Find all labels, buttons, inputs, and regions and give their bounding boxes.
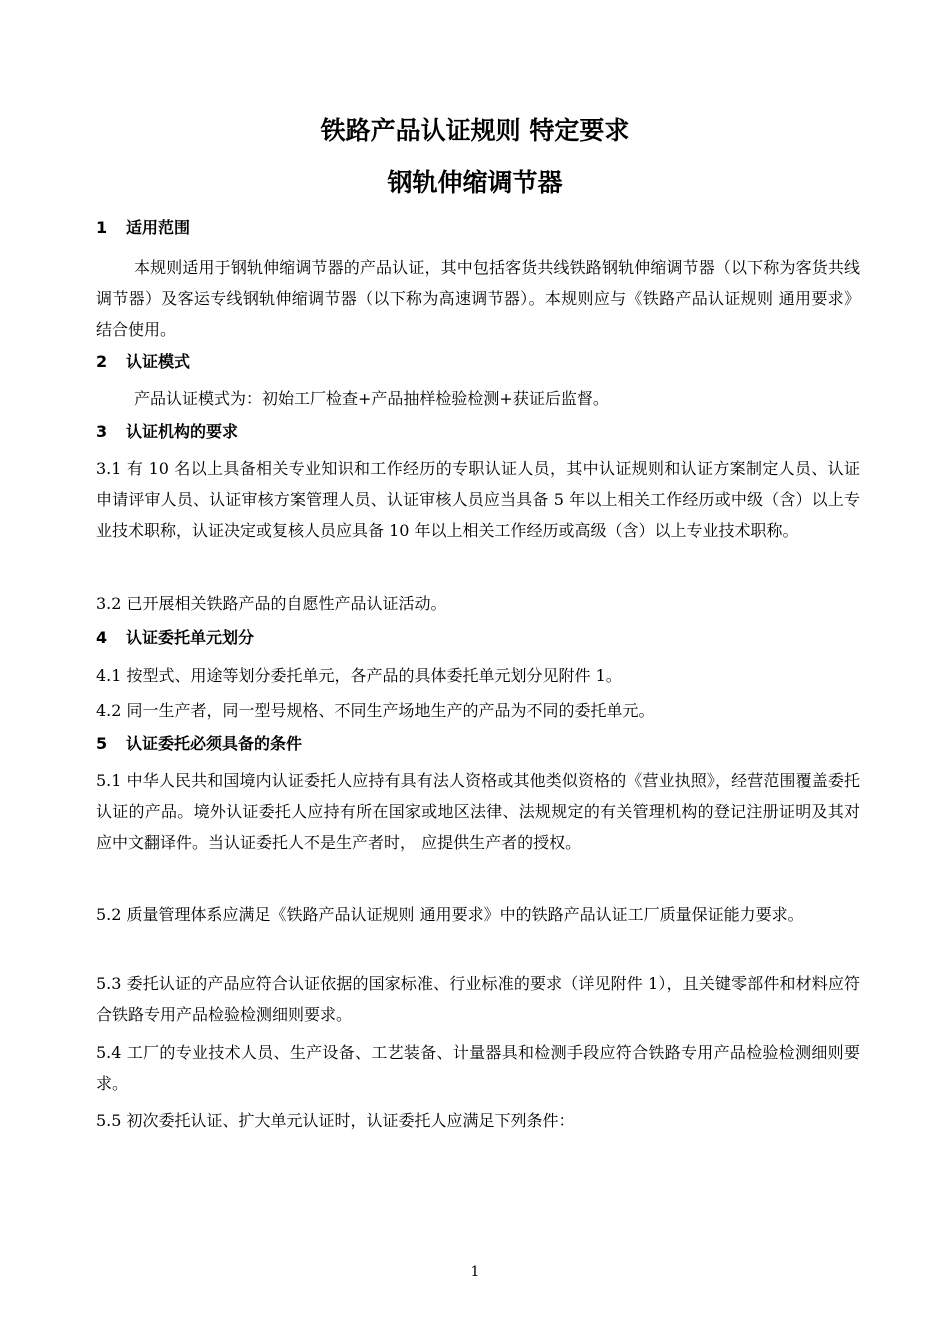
section-heading-3 xyxy=(96,420,238,444)
section-heading-2 xyxy=(96,350,190,374)
section-heading-4 xyxy=(96,626,254,650)
section-heading-5 xyxy=(96,732,302,756)
document-subtitle: 钢轨伸缩调节器 xyxy=(387,168,563,197)
section-number: 5 xyxy=(96,734,108,753)
section-title: 认证模式 xyxy=(126,352,191,371)
document-title: 铁路产品认证规则 特定要求 xyxy=(320,116,630,145)
clause-5-4: 5.4 工厂的专业技术人员、生产设备、工艺装备、计量器具和检测手段应符合铁路专用产品检验检测细则要求。 xyxy=(96,1043,860,1093)
section-title: 认证机构的要求 xyxy=(126,422,239,441)
section-number: 3 xyxy=(96,422,108,441)
section-number: 1 xyxy=(96,218,108,237)
clause-5-5: 5.5 初次委托认证、扩大单元认证时，认证委托人应满足下列条件： xyxy=(96,1111,575,1130)
section-title: 认证委托单元划分 xyxy=(126,628,255,647)
clause-4-2: 4.2 同一生产者，同一型号规格、不同生产场地生产的产品为不同的委托单元。 xyxy=(96,701,655,720)
clause-5-1: 5.1 中华人民共和国境内认证委托人应持有具有法人资格或其他类似资格的《营业执照》，经营范围覆盖委托认证的产品。境外认证委托人应持有所在国家或地区法律、法规规定的有关管理机构的登记注册证明及其对应中文翻译件。当认证委托人不是生产者时， 应提供生产者的授权。 xyxy=(96,771,860,852)
clause-3-1: 3.1 有 10 名以上具备相关专业知识和工作经历的专职认证人员，其中认证规则和认证方案制定人员、认证申请评审人员、认证审核方案管理人员、认证审核人员应当具备 5 年以上相关工作经历或中级（含）以上专业技术职称，认证决定或复核人员应具备 10 年以上相关工作经历或高级（含）以上专业技术职称。 xyxy=(96,459,860,540)
section-title: 适用范围 xyxy=(126,218,191,237)
section-1-paragraph: 本规则适用于钢轨伸缩调节器的产品认证，其中包括客货共线铁路钢轨伸缩调节器（以下称为客货共线调节器）及客运专线钢轨伸缩调节器（以下称为高速调节器）。本规则应与《铁路产品认证规则 通用要求》结合使用。 xyxy=(96,258,860,339)
section-2-paragraph: 产品认证模式为：初始工厂检查+产品抽样检验检测+获证后监督。 xyxy=(134,389,609,408)
section-title: 认证委托必须具备的条件 xyxy=(126,734,303,753)
page-number: 1 xyxy=(470,1264,480,1280)
section-number: 2 xyxy=(96,352,108,371)
section-heading-1 xyxy=(96,216,190,240)
section-number: 4 xyxy=(96,628,108,647)
clause-5-2: 5.2 质量管理体系应满足《铁路产品认证规则 通用要求》中的铁路产品认证工厂质量保证能力要求。 xyxy=(96,905,804,924)
clause-5-3: 5.3 委托认证的产品应符合认证依据的国家标准、行业标准的要求（详见附件 1），且关键零部件和材料应符合铁路专用产品检验检测细则要求。 xyxy=(96,974,860,1024)
clause-3-2: 3.2 已开展相关铁路产品的自愿性产品认证活动。 xyxy=(96,594,447,613)
clause-4-1: 4.1 按型式、用途等划分委托单元，各产品的具体委托单元划分见附件 1。 xyxy=(96,666,622,685)
